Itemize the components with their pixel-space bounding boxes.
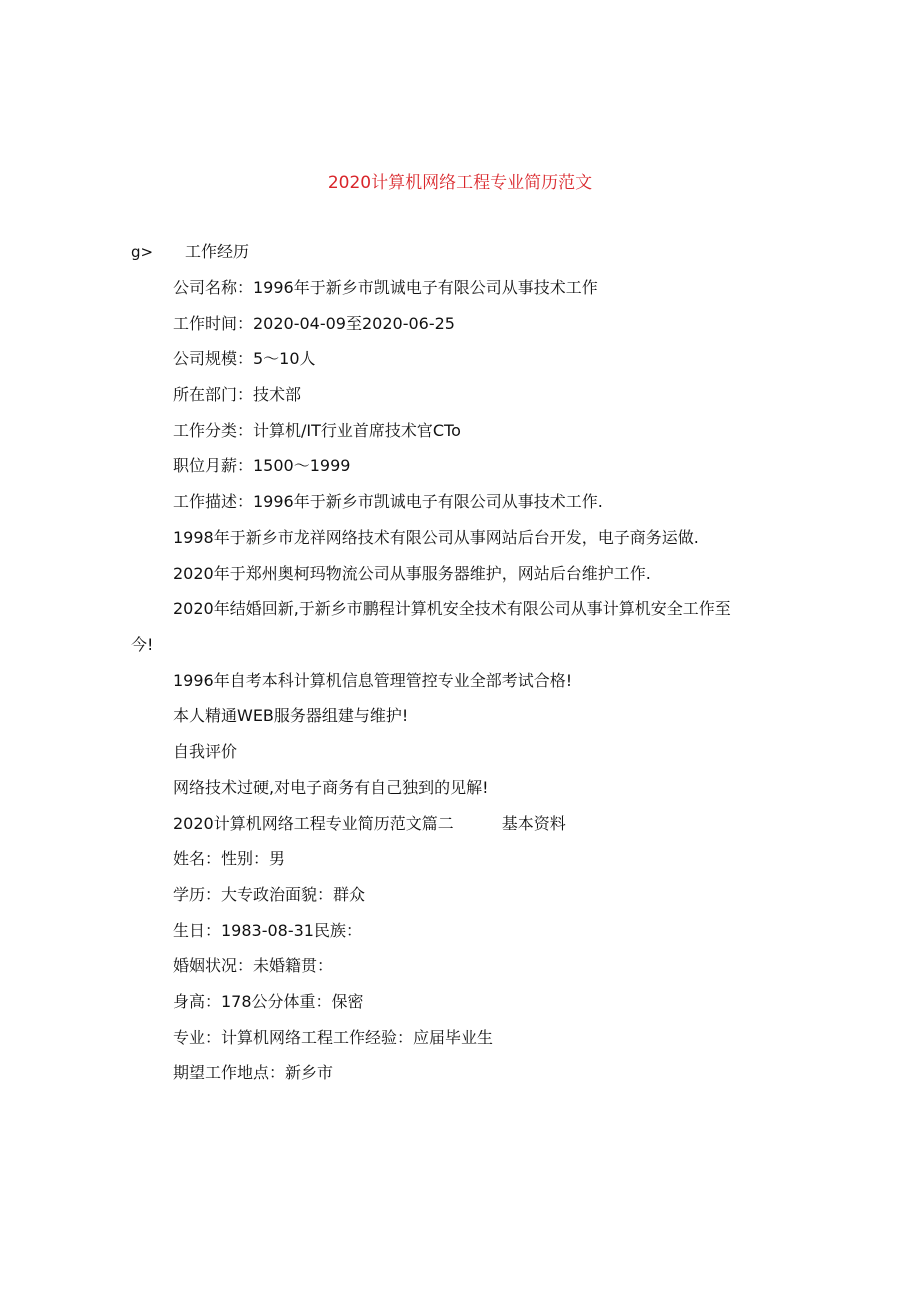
education-line: 1996年自考本科计算机信息管理管控专业全部考试合格! bbox=[173, 671, 573, 690]
history-line-2020-a: 2020年于郑州奥柯玛物流公司从事服务器维护，网站后台维护工作. bbox=[173, 564, 651, 583]
birthday-ethnicity-line: 生日：1983-08-31民族： bbox=[173, 921, 362, 940]
department-line: 所在部门：技术部 bbox=[173, 385, 302, 404]
history-line-continuation: 今! bbox=[131, 635, 154, 654]
part2-title: 2020计算机网络工程专业简历范文篇二 bbox=[173, 814, 454, 833]
job-description-line: 工作描述：1996年于新乡市凯诚电子有限公司从事技术工作. bbox=[173, 492, 603, 511]
work-location-line: 期望工作地点：新乡市 bbox=[173, 1063, 334, 1082]
history-line-1998: 1998年于新乡市龙祥网络技术有限公司从事网站后台开发，电子商务运做. bbox=[173, 528, 699, 547]
document-title: 2020计算机网络工程专业简历范文 bbox=[327, 173, 593, 193]
height-weight-line: 身高：178公分体重：保密 bbox=[173, 992, 364, 1011]
name-gender-line: 姓名：性别：男 bbox=[173, 849, 286, 868]
section-marker: g> bbox=[131, 243, 154, 261]
major-experience-line: 专业：计算机网络工程工作经验：应届毕业生 bbox=[173, 1028, 494, 1047]
self-evaluation-text: 网络技术过硬,对电子商务有自己独到的见解! bbox=[173, 778, 489, 797]
company-name-line: 公司名称：1996年于新乡市凯诚电子有限公司从事技术工作 bbox=[173, 278, 598, 297]
self-evaluation-heading: 自我评价 bbox=[173, 742, 238, 761]
history-line-2020-b: 2020年结婚回新,于新乡市鹏程计算机安全技术有限公司从事计算机安全工作至 bbox=[173, 599, 731, 618]
section-heading: 工作经历 bbox=[185, 242, 250, 261]
company-size-line: 公司规模：5～10人 bbox=[173, 349, 316, 368]
part2-heading: 基本资料 bbox=[501, 814, 566, 833]
salary-line: 职位月薪：1500～1999 bbox=[173, 456, 351, 475]
marital-origin-line: 婚姻状况：未婚籍贯： bbox=[173, 956, 334, 975]
skill-line: 本人精通WEB服务器组建与维护! bbox=[173, 706, 409, 725]
education-politics-line: 学历：大专政治面貌：群众 bbox=[173, 885, 366, 904]
part2-title-line bbox=[173, 813, 566, 835]
job-category-line: 工作分类：计算机/IT行业首席技术官CTo bbox=[173, 421, 461, 440]
work-period-line: 工作时间：2020-04-09至2020-06-25 bbox=[173, 314, 455, 333]
